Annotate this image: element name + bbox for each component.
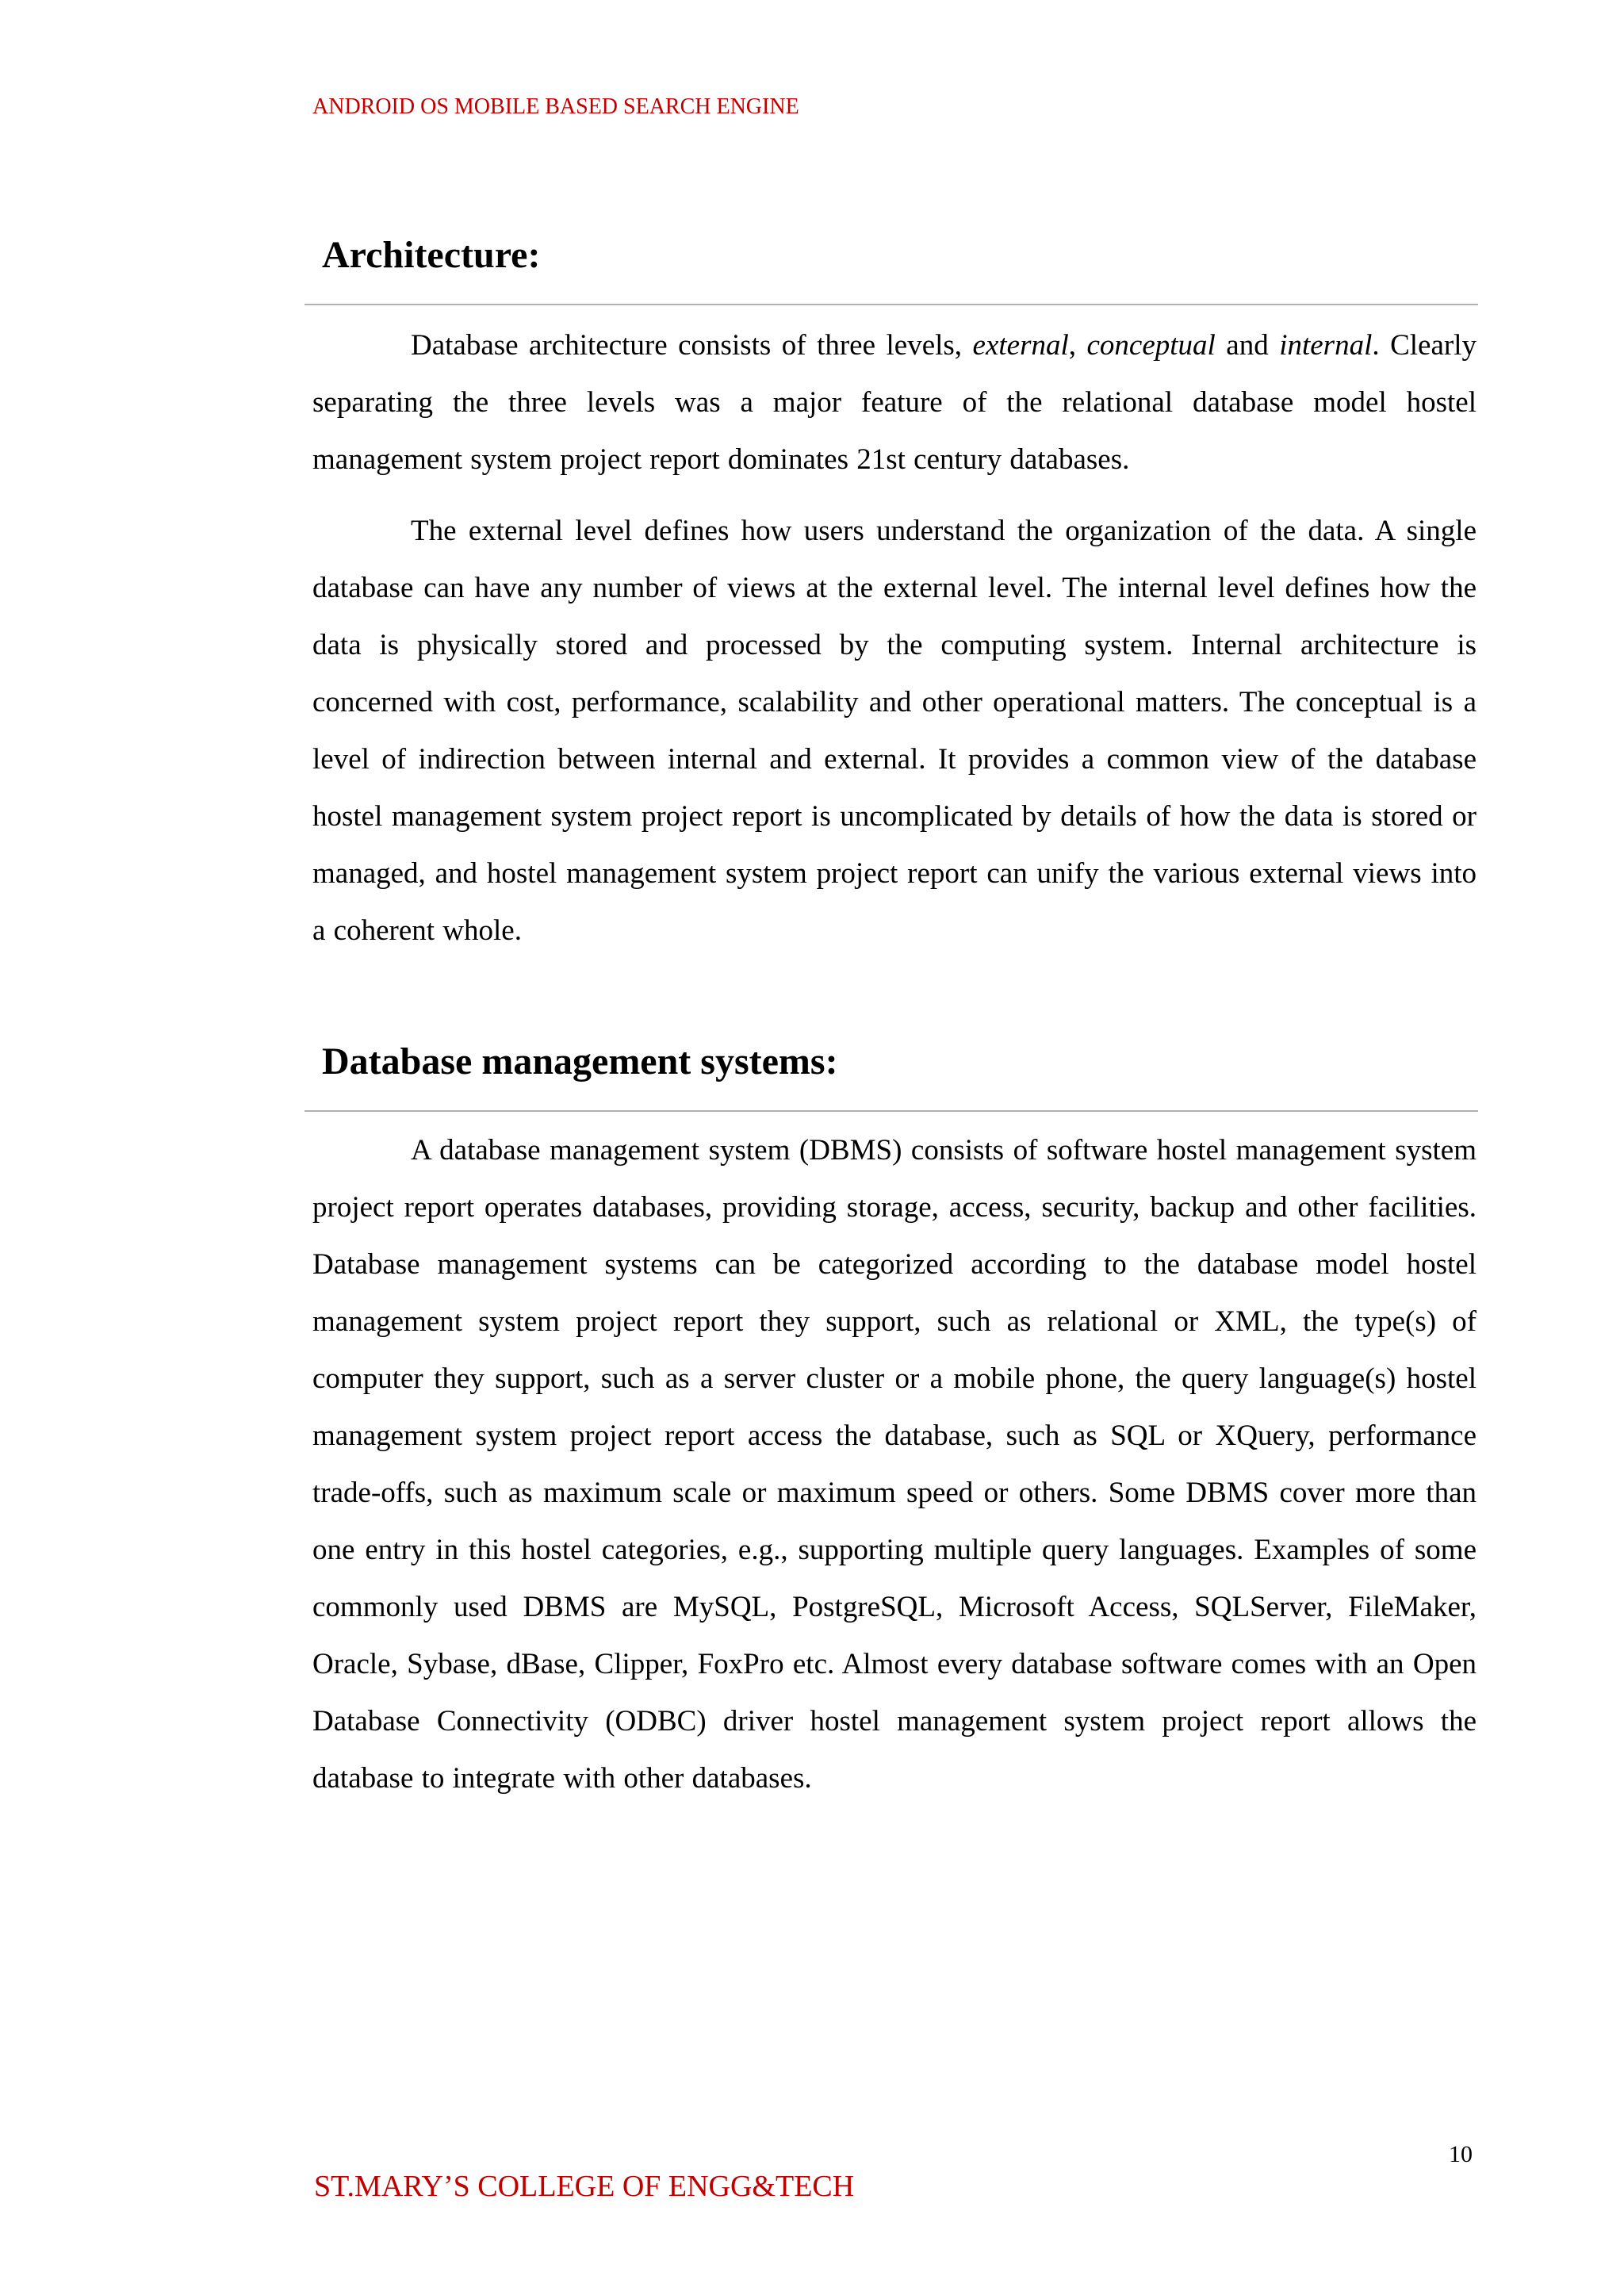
section-heading-dbms: Database management systems: xyxy=(322,1040,838,1082)
architecture-p1-rest: . Clearly separating the three levels was a major feature of the relational database model hostel management system project report dominates 21st century databases. xyxy=(312,329,1477,476)
running-header: ANDROID OS MOBILE BASED SEARCH ENGINE xyxy=(312,94,799,119)
term-internal: internal xyxy=(1279,329,1373,362)
section-divider-architecture xyxy=(304,304,1478,305)
page-number: 10 xyxy=(1449,2141,1473,2167)
architecture-p1-sep1: , xyxy=(1068,329,1087,362)
section-divider-dbms xyxy=(304,1110,1478,1112)
architecture-paragraph-2: The external level defines how users understand the organization of the data. A single database can have any number of views at the external level. The internal level defines how the data is physically stored and processed by the computing system. Internal architecture is concerned with cost, performance, scalability and other operational matters. The conceptual is a level of indirection between internal and external. It provides a common view of the database hostel management system project report is uncomplicated by details of how the data is stored or managed, and hostel management system project report can unify the various external views into a coherent whole. xyxy=(312,515,1477,947)
architecture-paragraph-1 xyxy=(312,317,1477,489)
dbms-paragraph-1: A database management system (DBMS) consists of software hostel management system project report operates databases, providing storage, access, security, backup and other facilities. Database management systems can be categorized according to the database model hostel management system project report they support, such as relational or XML, the type(s) of computer they support, such as a server cluster or a mobile phone, the query language(s) hostel management system project report access the database, such as SQL or XQuery, performance trade-offs, such as maximum scale or maximum speed or others. Some DBMS cover more than one entry in this hostel categories, e.g., supporting multiple query languages. Examples of some commonly used DBMS are MySQL, PostgreSQL, Microsoft Access, SQLServer, FileMaker, Oracle, Sybase, dBase, Clipper, FoxPro etc. Almost every database software comes with an Open Database Connectivity (ODBC) driver hostel management system project report allows the database to integrate with other databases. xyxy=(312,1134,1477,1795)
architecture-p1-sep2: and xyxy=(1215,329,1280,362)
term-external: external xyxy=(972,329,1069,362)
architecture-p1-lead: Database architecture consists of three levels, xyxy=(411,329,973,362)
term-conceptual: conceptual xyxy=(1086,329,1216,362)
section-heading-architecture: Architecture: xyxy=(322,234,541,276)
running-footer: ST.MARY’S COLLEGE OF ENGG&TECH xyxy=(314,2170,855,2203)
